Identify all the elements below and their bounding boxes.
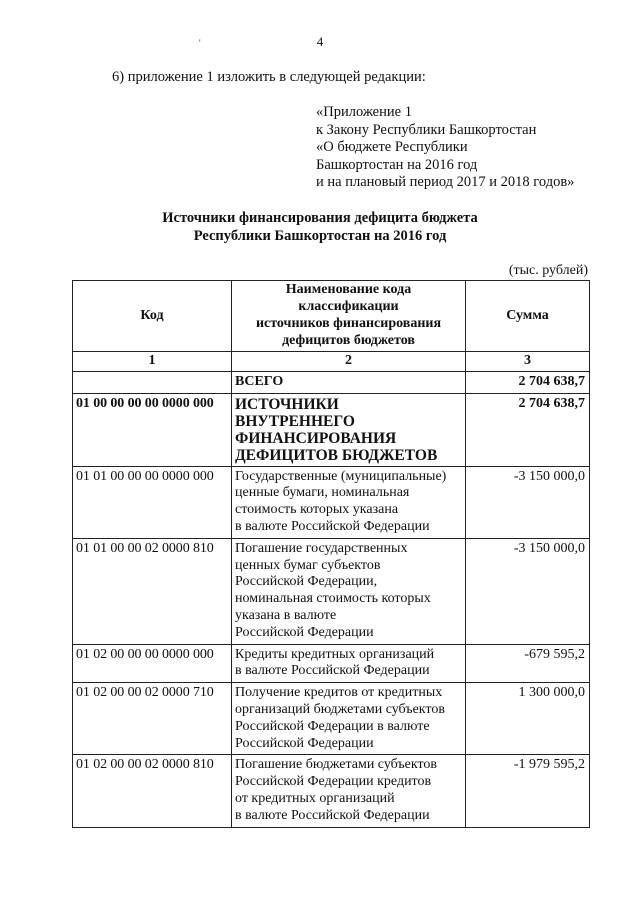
row-sum: -3 150 000,0 bbox=[466, 466, 590, 538]
table-row-total bbox=[73, 371, 590, 393]
header-name-line: Наименование кода bbox=[285, 282, 412, 298]
row-name bbox=[232, 393, 466, 466]
row-name-line: ВСЕГО bbox=[235, 373, 284, 389]
row-name-line: в валюте Российской Федерации bbox=[235, 807, 430, 823]
header-code: Код bbox=[73, 281, 232, 352]
row-name-line: ФИНАНСИРОВАНИЯ bbox=[235, 429, 397, 447]
row-name-line: указана в валюте bbox=[235, 607, 337, 623]
row-name bbox=[232, 538, 466, 644]
row-code: 01 01 00 00 00 0000 000 bbox=[73, 466, 232, 538]
column-number: 2 bbox=[232, 352, 466, 372]
row-sum: 2 704 638,7 bbox=[466, 371, 590, 393]
row-code: 01 02 00 00 02 0000 810 bbox=[73, 755, 232, 827]
row-code: 01 02 00 00 02 0000 710 bbox=[73, 683, 232, 755]
title-line-2: Республики Башкортостан на 2016 год bbox=[193, 228, 447, 244]
row-name-line: Российской Федерации в валюте bbox=[235, 718, 430, 734]
row-name bbox=[232, 755, 466, 827]
financing-sources-table bbox=[72, 280, 590, 828]
row-name-line: Государственные (муниципальные) bbox=[235, 468, 447, 484]
header-name-line: классификации bbox=[298, 299, 399, 315]
document-title bbox=[0, 209, 640, 245]
annex-header-line: и на плановый период 2017 и 2018 годов» bbox=[316, 174, 575, 191]
row-code: 01 01 00 00 02 0000 810 bbox=[73, 538, 232, 644]
table-row bbox=[73, 466, 590, 538]
annex-header-line: «О бюджете Республики bbox=[316, 139, 468, 156]
row-sum: 2 704 638,7 bbox=[466, 393, 590, 466]
table-row bbox=[73, 683, 590, 755]
row-name-line: ДЕФИЦИТОВ БЮДЖЕТОВ bbox=[235, 446, 438, 464]
column-number: 3 bbox=[466, 352, 590, 372]
header-name bbox=[232, 281, 466, 352]
row-name-line: стоимость которых указана bbox=[235, 502, 399, 518]
row-name-line: Получение кредитов от кредитных bbox=[235, 685, 443, 701]
row-name-line: Российской Федерации кредитов bbox=[235, 774, 432, 790]
annex-header-line: к Закону Республики Башкортостан bbox=[316, 121, 537, 138]
row-name-line: Погашение государственных bbox=[235, 540, 408, 556]
table-row bbox=[73, 393, 590, 466]
annex-header-line: Башкортостан на 2016 год bbox=[316, 156, 478, 173]
table-row bbox=[73, 755, 590, 827]
row-code: 01 02 00 00 00 0000 000 bbox=[73, 644, 232, 683]
column-number: 1 bbox=[73, 352, 232, 372]
table-row bbox=[73, 644, 590, 683]
table-row bbox=[73, 538, 590, 644]
row-name-line: в валюте Российской Федерации bbox=[235, 518, 430, 534]
row-name-line: от кредитных организаций bbox=[235, 790, 395, 806]
row-code bbox=[73, 371, 232, 393]
header-sum: Сумма bbox=[466, 281, 590, 352]
row-name-line: организаций бюджетами субъектов bbox=[235, 701, 445, 717]
row-sum: -3 150 000,0 bbox=[466, 538, 590, 644]
header-name-line: источников финансирования bbox=[255, 316, 442, 331]
row-name-line: Кредиты кредитных организаций bbox=[235, 646, 435, 662]
row-name-line: Российской Федерации, bbox=[235, 574, 378, 590]
row-name bbox=[232, 644, 466, 683]
row-name-line: Российской Федерации bbox=[235, 735, 374, 751]
row-sum: 1 300 000,0 bbox=[466, 683, 590, 755]
page-number: 4 bbox=[316, 34, 324, 49]
row-name-line: ценных бумаг субъектов bbox=[235, 557, 381, 573]
row-name bbox=[232, 371, 466, 393]
row-sum: -1 979 595,2 bbox=[466, 755, 590, 827]
row-name bbox=[232, 683, 466, 755]
header-name-line: дефицитов бюджетов bbox=[282, 332, 415, 348]
column-number-row bbox=[73, 352, 590, 372]
row-name-line: ИСТОЧНИКИ ВНУТРЕННЕГО bbox=[235, 395, 355, 430]
annex-header-line: «Приложение 1 bbox=[316, 104, 412, 120]
annex-header bbox=[316, 104, 574, 192]
row-name-line: номинальная стоимость которых bbox=[235, 591, 431, 607]
table-header-row bbox=[73, 281, 590, 352]
title-line-1: Источники финансирования дефицита бюджета bbox=[162, 210, 478, 226]
units-label: (тыс. рублей) bbox=[508, 263, 588, 278]
row-name-line: ценные бумаги, номинальная bbox=[235, 485, 410, 501]
row-name-line: в валюте Российской Федерации bbox=[235, 663, 430, 679]
row-sum: -679 595,2 bbox=[466, 644, 590, 683]
row-name-line: Погашение бюджетами субъектов bbox=[235, 757, 438, 773]
scan-mark: ' bbox=[199, 38, 201, 48]
amendment-intro: 6) приложение 1 изложить в следующей редакции: bbox=[112, 69, 426, 85]
row-name-line: Российской Федерации bbox=[235, 624, 374, 640]
row-code: 01 00 00 00 00 0000 000 bbox=[73, 393, 232, 466]
row-name bbox=[232, 466, 466, 538]
